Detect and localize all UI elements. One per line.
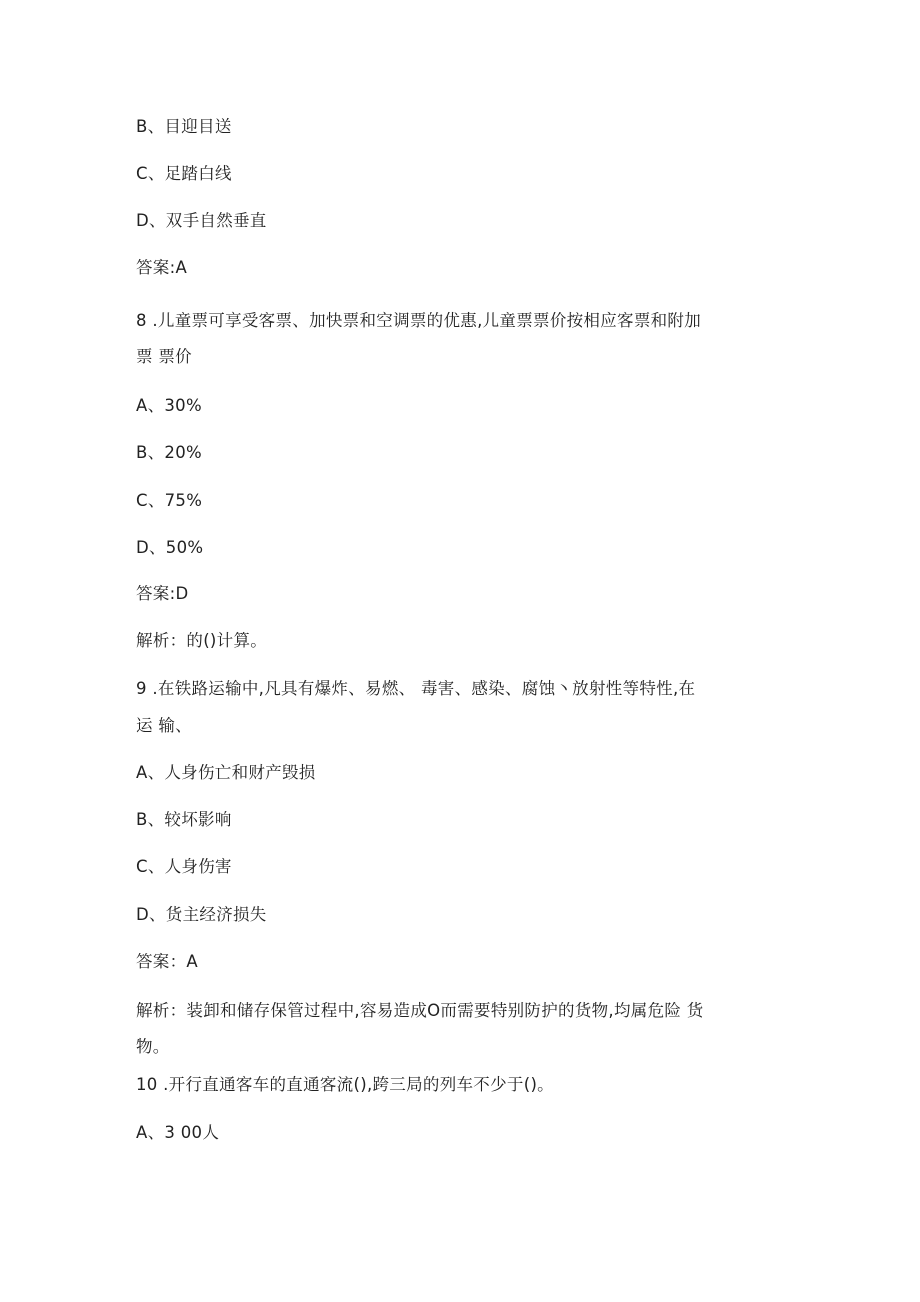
option-b-q9: B、较坏影响 [136,810,232,829]
option-d-q8: D、50% [136,538,204,557]
option-d-q7: D、双手自然垂直 [136,211,267,230]
option-c-q7: C、足踏白线 [136,164,232,183]
option-a-q10: A、3 00人 [136,1123,220,1142]
answer-q9: 答案：A [136,952,198,971]
explanation-q9-line-2: 物。 [136,1037,170,1056]
explanation-q9-line-1: 解析：装卸和储存保管过程中,容易造成O而需要特别防护的货物,均属危险 货 [136,1001,704,1020]
answer-q7: 答案:A [136,258,188,277]
option-a-q8: A、30% [136,396,202,415]
question-9-line-2: 运 输、 [136,716,192,735]
option-d-q9: D、货主经济损失 [136,905,267,924]
option-c-q8: C、75% [136,491,203,510]
answer-q8: 答案:D [136,584,189,603]
question-10: 10 .开行直通客车的直通客流(),跨三局的列车不少于()。 [136,1075,554,1094]
option-b-q8: B、20% [136,443,202,462]
question-8-line-1: 8 .儿童票可享受客票、加快票和空调票的优惠,儿童票票价按相应客票和附加 [136,311,702,330]
option-a-q9: A、人身伤亡和财产毁损 [136,763,316,782]
option-b-q7: B、目迎目送 [136,117,232,136]
question-8-line-2: 票 票价 [136,347,192,366]
question-9-line-1: 9 .在铁路运输中,凡具有爆炸、易燃、 毒害、感染、腐蚀丶放射性等特性,在 [136,679,696,698]
explanation-q8: 解析：的()计算。 [136,631,268,650]
option-c-q9: C、人身伤害 [136,857,232,876]
